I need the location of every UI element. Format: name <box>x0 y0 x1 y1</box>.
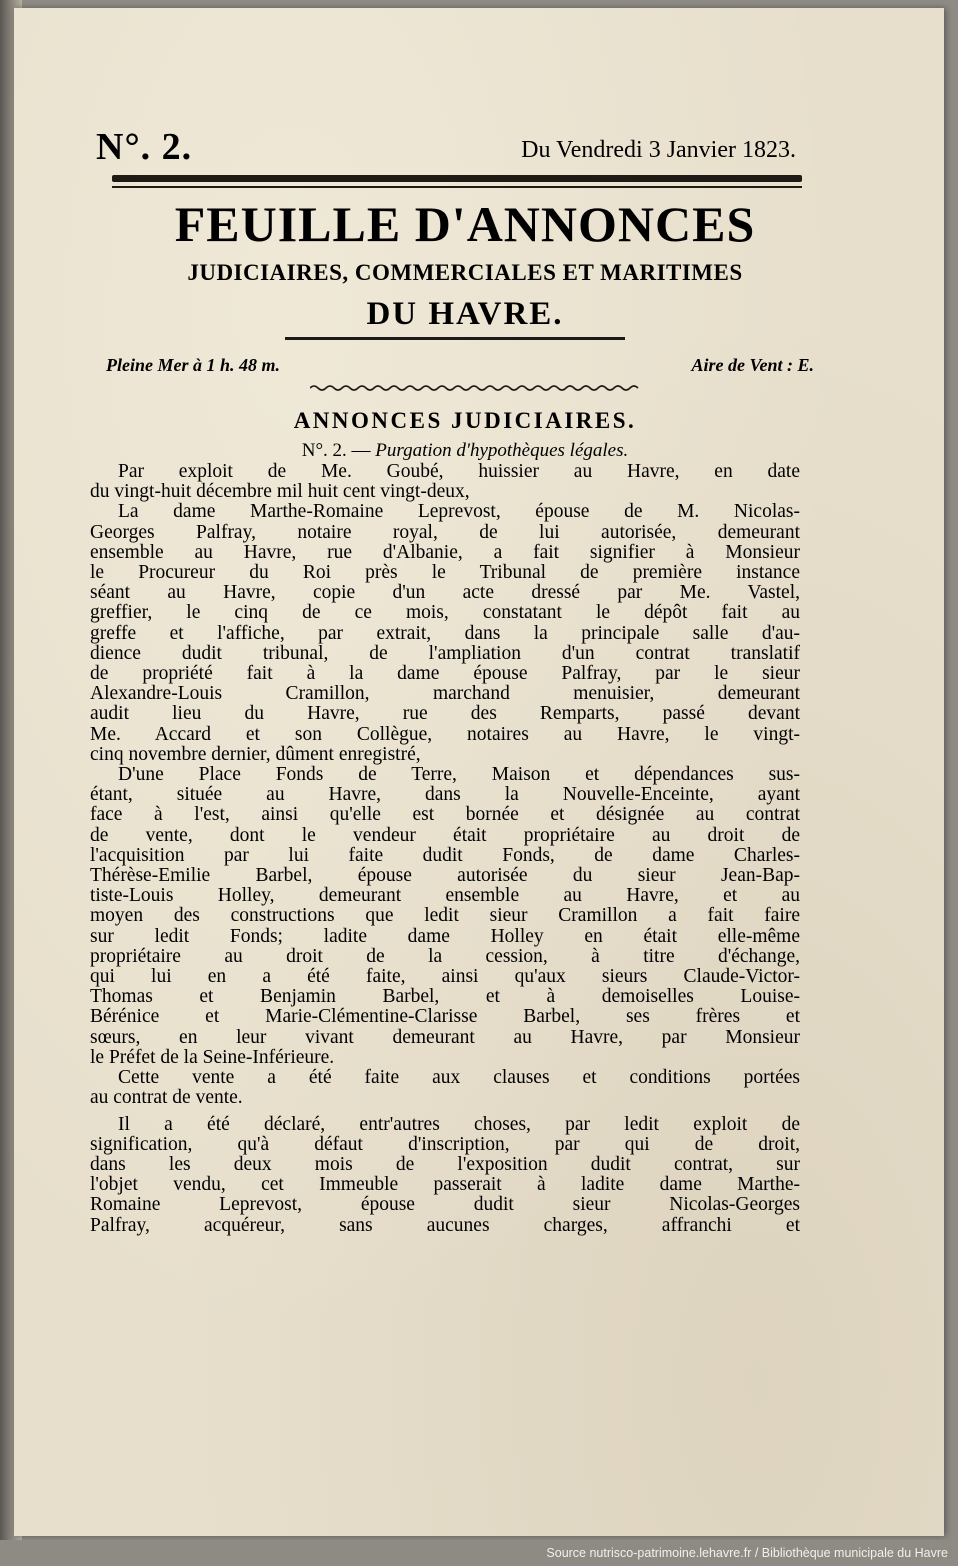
body-line: Me. Accard et son Collègue, notaires au Havre, le vingt- <box>90 723 800 745</box>
body-line: dience dudit tribunal, de l'ampliation d'un contrat translatif <box>90 642 800 664</box>
body-line: de vente, dont le vendeur était propriétaire au droit de <box>90 824 800 846</box>
body-line: La dame Marthe-Romaine Leprevost, épouse de M. Nicolas- <box>118 501 800 523</box>
body-line: greffier, le cinq de ce mois, constatant le dépôt fait au <box>90 602 800 624</box>
body-line: dans les deux mois de l'exposition dudit contrat, sur <box>90 1153 800 1175</box>
body-line: le Procureur du Roi près le Tribunal de première instance <box>90 562 800 584</box>
masthead-title: FEUILLE D'ANNONCES <box>174 196 756 252</box>
header-thick-rule <box>112 175 802 182</box>
body-line: Il a été déclaré, entr'autres choses, par ledit exploit de <box>118 1113 800 1135</box>
body-line: Georges Palfray, notaire royal, de lui autorisée, demeurant <box>90 521 800 543</box>
issue-number: N°. 2. <box>96 126 193 168</box>
body-line: l'objet vendu, cet Immeuble passerait à ladite dame Marthe- <box>90 1174 800 1196</box>
body-line: l'acquisition par lui faite dudit Fonds, de dame Charles- <box>90 844 800 866</box>
body-line: Cette vente a été faite aux clauses et conditions portées <box>118 1067 800 1089</box>
body-line: greffe et l'affiche, par extrait, dans la principale salle d'au- <box>90 622 800 644</box>
body-line: sœurs, en leur vivant demeurant au Havre, par Monsieur <box>90 1026 800 1048</box>
body-line: cinq novembre dernier, dûment enregistré, <box>90 743 421 765</box>
body-line: D'une Place Fonds de Terre, Maison et dépendances sus- <box>118 764 800 786</box>
body-line: tiste-Louis Holley, demeurant ensemble au Havre, et au <box>90 885 800 907</box>
body-line: propriétaire au droit de la cession, à titre d'échange, <box>90 945 800 967</box>
body-line: de propriété fait à la dame épouse Palfray, par le sieur <box>90 663 800 685</box>
body-line: audit lieu du Havre, rue des Remparts, passé devant <box>90 703 800 725</box>
body-line: étant, située au Havre, dans la Nouvelle-Enceinte, ayant <box>90 784 800 806</box>
body-line: au contrat de vente. <box>90 1087 243 1109</box>
issue-header <box>96 125 796 175</box>
wavy-divider <box>310 384 640 392</box>
article-body <box>90 462 800 1236</box>
notice-heading <box>100 440 830 462</box>
masthead-subtitle: JUDICIAIRES, COMMERCIALES ET MARITIMES <box>187 260 743 285</box>
body-line: séant au Havre, copie d'un acte dressé par Me. Vastel, <box>90 582 800 604</box>
notice-number: N°. 2. — <box>301 440 371 461</box>
body-line: Thomas et Benjamin Barbel, et à demoiselles Louise- <box>90 986 800 1008</box>
body-line: sur ledit Fonds; ladite dame Holley en était elle-même <box>90 925 800 947</box>
notice-title: Purgation d'hypothèques légales. <box>375 440 629 461</box>
body-line: qui lui en a été faite, ainsi qu'aux sieurs Claude-Victor- <box>90 966 800 988</box>
body-line: du vingt-huit décembre mil huit cent vingt-deux, <box>90 481 470 503</box>
masthead-rule <box>285 337 625 340</box>
masthead-city: DU HAVRE. <box>366 296 564 332</box>
body-line: Palfray, acquéreur, sans aucunes charges, affranchi et <box>90 1214 800 1236</box>
body-line: ensemble au Havre, rue d'Albanie, a fait signifier à Monsieur <box>90 541 800 563</box>
issue-date: Du Vendredi 3 Janvier 1823. <box>521 137 796 163</box>
tide-info: Pleine Mer à 1 h. 48 m. <box>106 355 280 375</box>
body-line: moyen des constructions que ledit sieur Cramillon a fait faire <box>90 905 800 927</box>
wind-info: Aire de Vent : E. <box>691 355 814 375</box>
body-line: signification, qu'à défaut d'inscription, par qui de droit, <box>90 1133 800 1155</box>
body-line: Thérèse-Emilie Barbel, épouse autorisée du sieur Jean-Bap- <box>90 865 800 887</box>
body-line: Romaine Leprevost, épouse dudit sieur Nicolas-Georges <box>90 1194 800 1216</box>
section-title: ANNONCES JUDICIAIRES. <box>293 408 637 433</box>
header-thin-rule <box>112 186 802 188</box>
body-line: le Préfet de la Seine-Inférieure. <box>90 1046 335 1068</box>
source-attribution: Source nutrisco-patrimoine.lehavre.fr / Bibliothèque municipale du Havre <box>0 1540 958 1566</box>
body-line: Bérénice et Marie-Clémentine-Clarisse Barbel, ses frères et <box>90 1006 800 1028</box>
body-line: Alexandre-Louis Cramillon, marchand menuisier, demeurant <box>90 683 800 705</box>
body-line: face à l'est, ainsi qu'elle est bornée et désignée au contrat <box>90 804 800 826</box>
body-line: Par exploit de Me. Goubé, huissier au Havre, en date <box>118 461 800 482</box>
